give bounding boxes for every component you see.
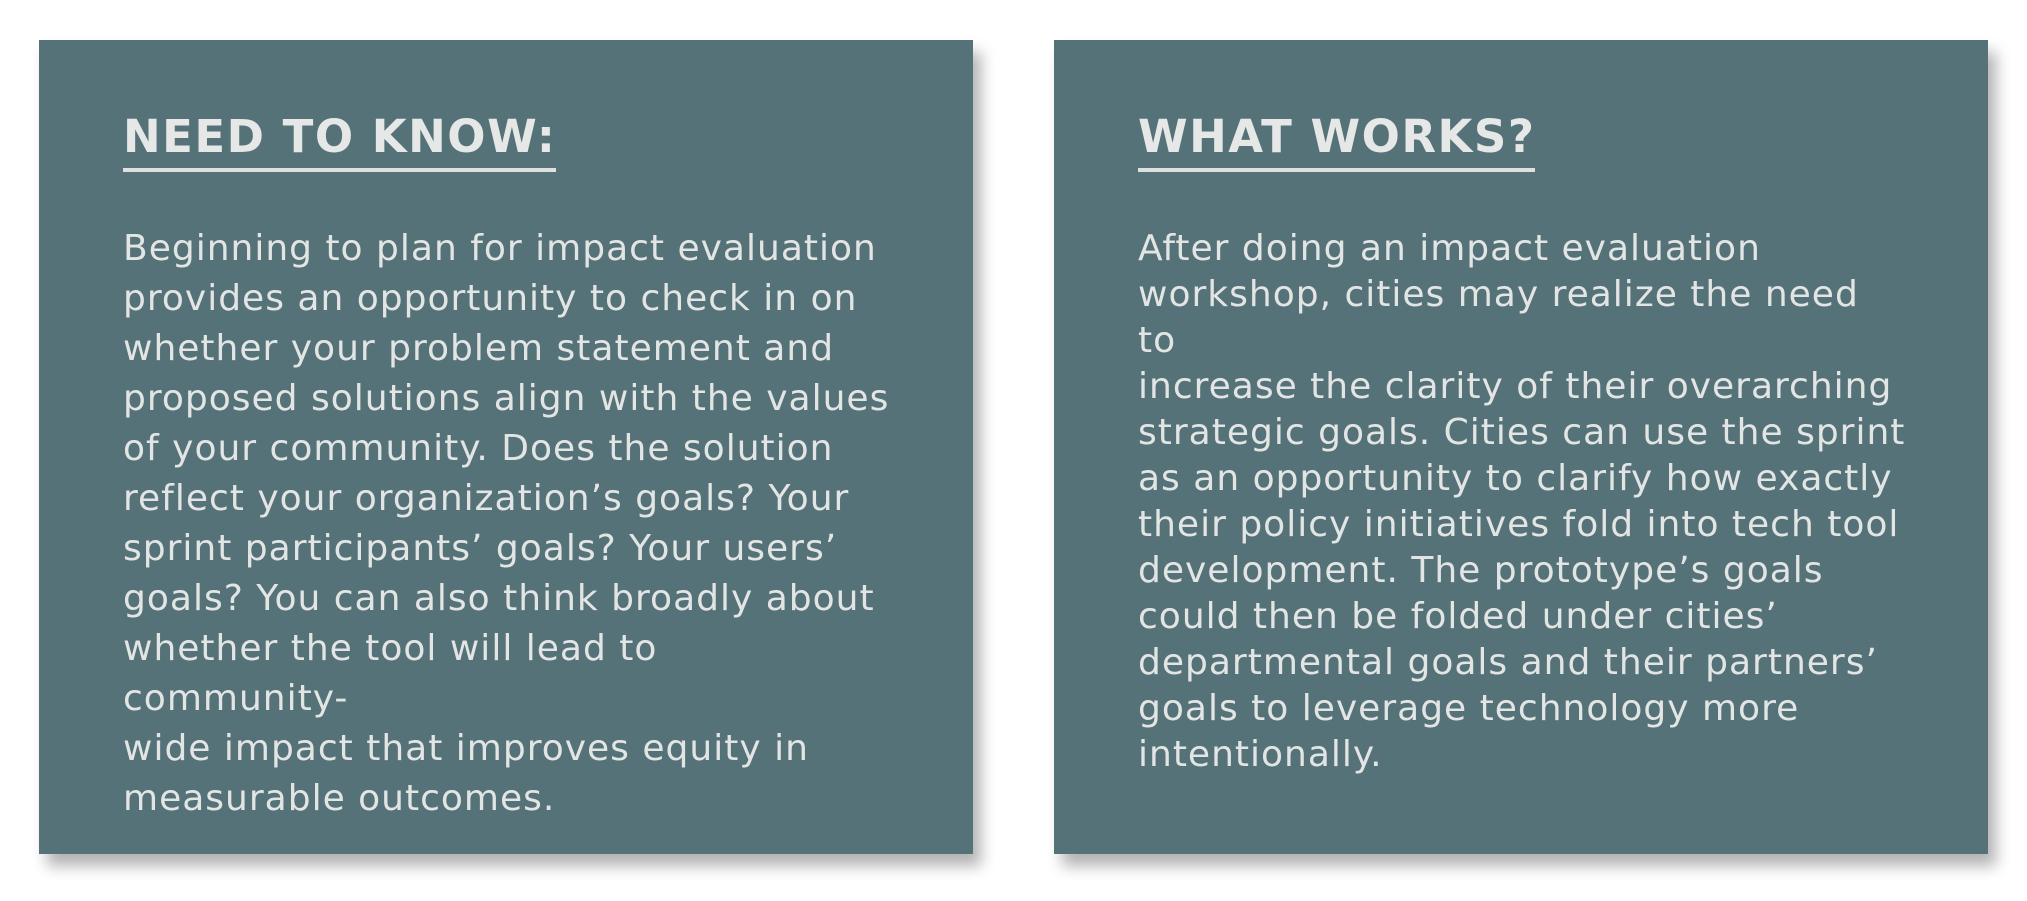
what-works-body: After doing an impact evaluation workshop, cities may realize the need to increase the clarity of their overarching strategic goals. Cities can use the sprint as an opportunity to clarify how exactly their policy initiatives fold into tech tool development. The prototype’s goals could then be folded under cities’ departmental goals and their partners’ goals to leverage technology more intentionally.: [1138, 227, 1906, 775]
what-works-panel: [1054, 40, 1988, 854]
what-works-heading: WHAT WORKS?: [1138, 112, 1535, 172]
need-to-know-panel: [39, 40, 973, 854]
need-to-know-heading: NEED TO KNOW:: [123, 112, 556, 172]
need-to-know-body: Beginning to plan for impact evaluation provides an opportunity to check in on whether your problem statement and proposed solutions align with the values of your community. Does the solution reflect your organization’s goals? Your sprint participants’ goals? Your users’ goals? You can also think broadly about whether the tool will lead to community- wide impact that improves equity in measurable outcomes.: [123, 227, 890, 819]
